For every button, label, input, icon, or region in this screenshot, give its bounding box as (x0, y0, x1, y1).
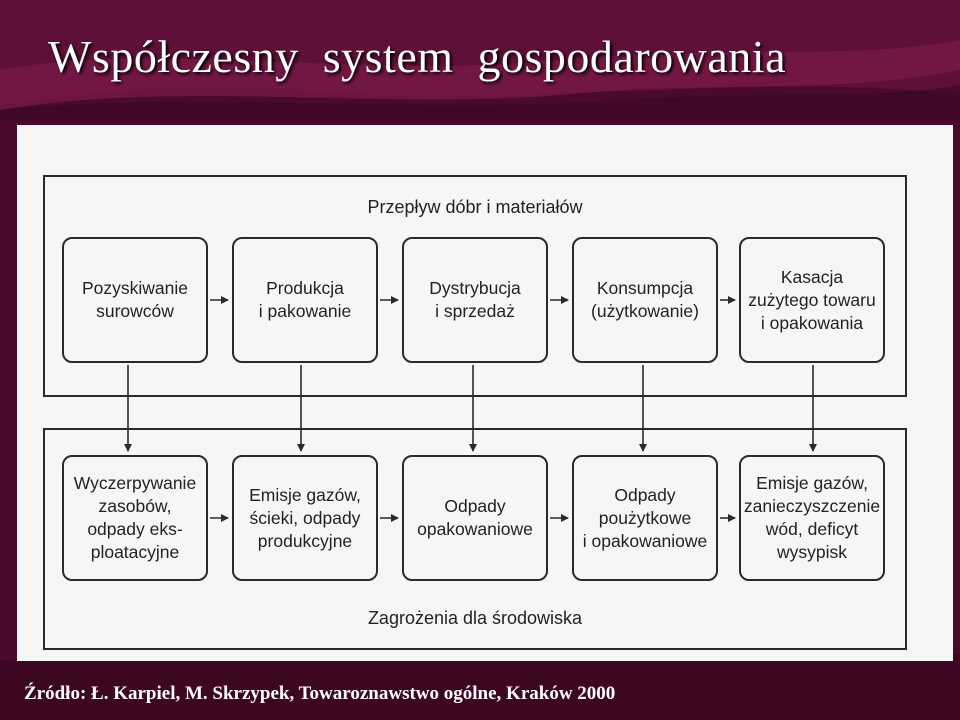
slide-title: Współczesny system gospodarowania (48, 31, 787, 82)
box-pozyskiwanie: Pozyskiwanie surowców (62, 237, 208, 363)
source-citation: Źródło: Ł. Karpiel, M. Skrzypek, Towaroznawstwo ogólne, Kraków 2000 (24, 683, 616, 704)
box-konsumpcja: Konsumpcja (użytkowanie) (572, 237, 718, 363)
box-produkcja: Produkcja i pakowanie (232, 237, 378, 363)
box-kasacja: Kasacja zużytego towaru i opakowania (739, 237, 885, 363)
box-wyczerpywanie: Wyczerpywanie zasobów, odpady eks- ploatacyjne (62, 455, 208, 581)
box-emisje-wody: Emisje gazów, zanieczyszczenie wód, deficyt wysypisk (739, 455, 885, 581)
box-odpady-opakowaniowe: Odpady opakowaniowe (402, 455, 548, 581)
flow-arrows (17, 125, 953, 661)
box-odpady-pouzytkowe: Odpady poużytkowe i opakowaniowe (572, 455, 718, 581)
threats-header: Zagrożenia dla środowiska (367, 608, 583, 628)
diagram-panel (17, 125, 953, 661)
box-emisje-scieki: Emisje gazów, ścieki, odpady produkcyjne (232, 455, 378, 581)
box-dystrybucja: Dystrybucja i sprzedaż (402, 237, 548, 363)
flow-header: Przepływ dóbr i materiałów (367, 197, 583, 217)
